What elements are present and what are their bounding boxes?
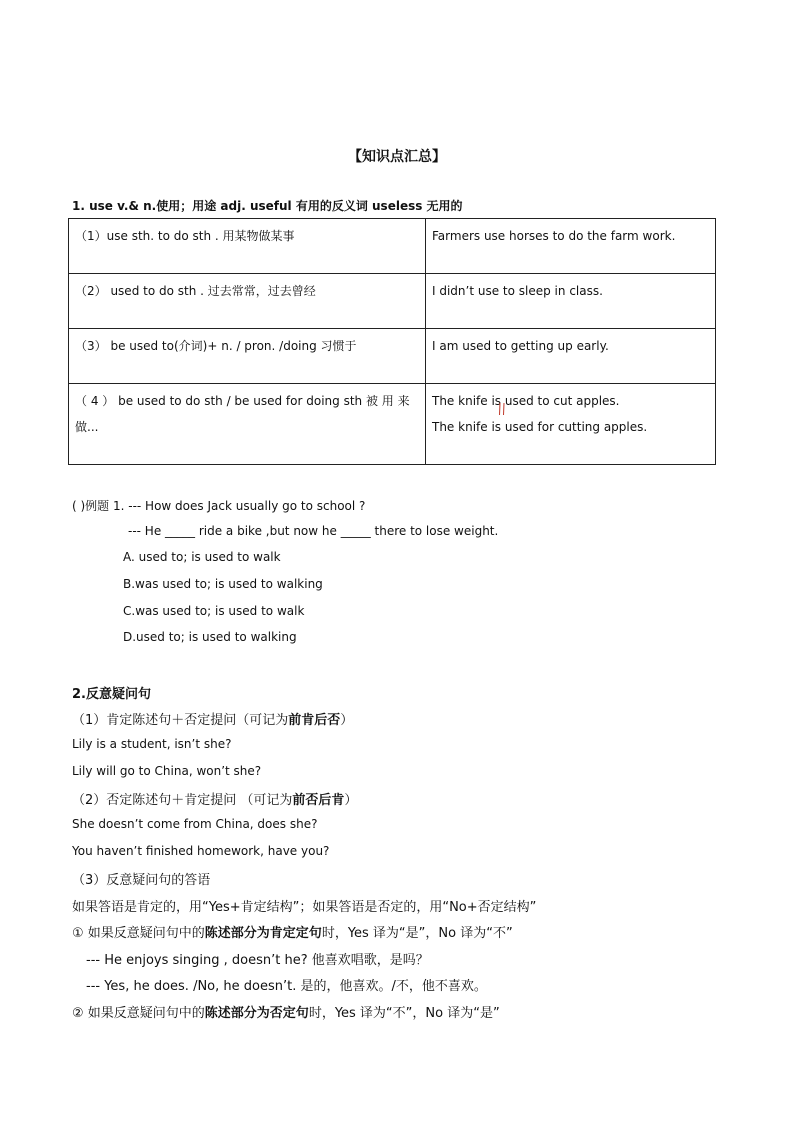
option-d: D.used to; is used to walking: [123, 630, 297, 644]
example-question: ( )例题 1. --- How does Jack usually go to school ?: [72, 499, 366, 513]
table-cell-example: [426, 274, 716, 329]
example-sentence: The knife is used for cutting apples.: [432, 420, 648, 434]
example-sentence: You haven’t finished homework, have you?: [72, 844, 330, 858]
table-cell-example: [426, 384, 716, 465]
table-cell-usage: （2） used to do sth . 过去常常，过去曾经: [69, 274, 426, 329]
page-title: 【知识点汇总】: [348, 149, 446, 165]
table-cell-usage: （1）use sth. to do sth . 用某物做某事: [69, 219, 426, 274]
dialogue-line: --- He enjoys singing , doesn’t he? 他喜欢唱歌，是吗？: [86, 953, 429, 968]
option-b: B.was used to; is used to walking: [123, 577, 323, 591]
example-sentence: I am used to getting up early.: [432, 339, 609, 353]
rule-positive-negative: （1）肯定陈述句＋否定提问（可记为前肯后否）: [72, 713, 354, 728]
table-row: [69, 384, 716, 465]
dialogue-line: --- Yes, he does. /No, he doesn’t. 是的，他喜欢。/不，他不喜欢。: [86, 979, 487, 994]
section1-heading: 1. use v.& n.使用；用途 adj. useful 有用的反义词 useless 无用的: [72, 199, 463, 213]
option-a: A. used to; is used to walk: [123, 550, 281, 564]
rule-answers-text: 如果答语是肯定的，用“Yes+肯定结构”；如果答语是否定的，用“No+否定结构”: [72, 900, 537, 915]
example-answer-line: --- He _____ ride a bike ,but now he _____ there to lose weight.: [128, 524, 499, 538]
table-row: [69, 219, 716, 274]
table-cell-example: [426, 219, 716, 274]
example-sentence: The knife is used to cut apples.: [432, 394, 620, 408]
table-cell-usage: （ 4 ） be used to do sth / be used for doing sth 被 用 来 做...: [69, 384, 426, 465]
example-sentence: I didn’t use to sleep in class.: [432, 284, 603, 298]
example-sentence: Lily is a student, isn’t she?: [72, 737, 232, 751]
table-cell-example: [426, 329, 716, 384]
table-cell-usage: （3） be used to(介词)+ n. / pron. /doing 习惯于: [69, 329, 426, 384]
table-row: [69, 329, 716, 384]
example-sentence: Lily will go to China, won’t she?: [72, 764, 262, 778]
example-sentence: She doesn’t come from China, does she?: [72, 817, 318, 831]
example-sentence: Farmers use horses to do the farm work.: [432, 229, 676, 243]
rule-case-1: ① 如果反意疑问句中的陈述部分为肯定定句时，Yes 译为“是”，No 译为“不”: [72, 926, 513, 941]
option-c: C.was used to; is used to walk: [123, 604, 305, 618]
rule-answers-heading: （3）反意疑问句的答语: [72, 873, 211, 888]
usage-table: [68, 218, 716, 465]
handwritten-mark: [498, 402, 506, 416]
rule-negative-positive: （2）否定陈述句＋肯定提问 （可记为前否后肯）: [72, 793, 358, 808]
section2-heading: 2.反意疑问句: [72, 687, 151, 702]
rule-case-2: ② 如果反意疑问句中的陈述部分为否定句时，Yes 译为“不”，No 译为“是”: [72, 1006, 500, 1021]
table-row: [69, 274, 716, 329]
